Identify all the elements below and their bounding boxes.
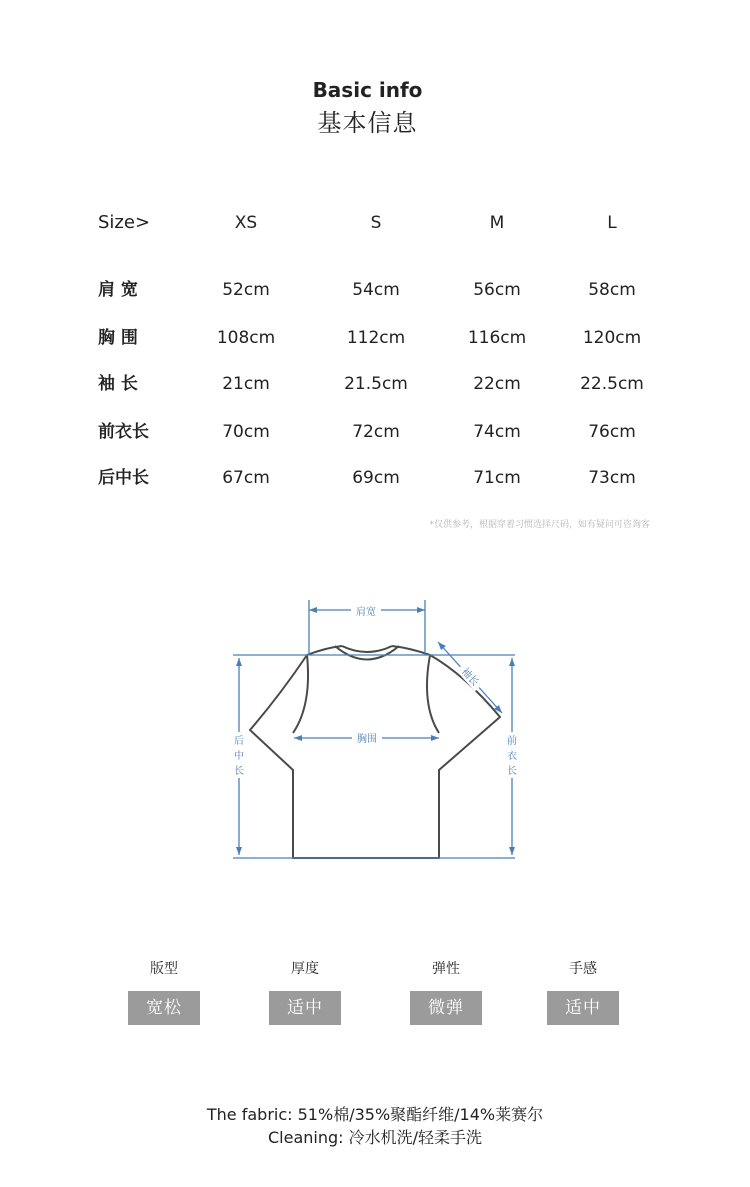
row-label-shoulder: 肩 宽 bbox=[98, 280, 138, 300]
table-cell: 74cm bbox=[473, 422, 521, 442]
table-cell: 112cm bbox=[346, 328, 406, 348]
size-header-label: Size> bbox=[98, 212, 151, 233]
attr-badge-feel: 适中 bbox=[547, 991, 619, 1025]
front-length-char: 前 bbox=[507, 736, 517, 747]
measurement-lines bbox=[233, 600, 515, 858]
table-cell: 69cm bbox=[352, 468, 400, 488]
sleeve-label: 袖长 bbox=[458, 666, 481, 689]
size-note: *仅供参考，根据穿着习惯选择尺码，如有疑问可咨询客 bbox=[429, 520, 650, 530]
table-cell: 71cm bbox=[473, 468, 521, 488]
table-cell: 120cm bbox=[582, 328, 642, 348]
size-s: S bbox=[370, 213, 382, 233]
attr-label-elasticity: 弹性 bbox=[432, 961, 460, 977]
size-m: M bbox=[489, 213, 505, 233]
size-header-row bbox=[0, 208, 750, 238]
row-label-sleeve: 袖 长 bbox=[98, 374, 138, 394]
row-sleeve bbox=[0, 369, 750, 399]
row-shoulder bbox=[0, 275, 750, 305]
fabric-info: The fabric: 51%棉/35%聚酯纤维/14%莱赛尔 bbox=[206, 1105, 544, 1124]
row-chest bbox=[0, 323, 750, 353]
front-length-char: 衣 bbox=[507, 751, 517, 762]
table-cell: 108cm bbox=[216, 328, 276, 348]
chest-label: 胸围 bbox=[357, 734, 377, 745]
attr-label-feel: 手感 bbox=[569, 961, 597, 977]
attr-badge-thickness: 适中 bbox=[269, 991, 341, 1025]
row-label-back-length: 后中长 bbox=[98, 468, 149, 488]
row-label-front-length: 前衣长 bbox=[98, 422, 149, 442]
attr-label-thickness: 厚度 bbox=[291, 961, 319, 977]
table-cell: 76cm bbox=[588, 422, 636, 442]
table-cell: 22.5cm bbox=[580, 374, 644, 394]
table-cell: 58cm bbox=[588, 280, 636, 300]
table-cell: 22cm bbox=[473, 374, 521, 394]
row-label-chest: 胸 围 bbox=[98, 328, 138, 348]
row-front-length bbox=[0, 417, 750, 447]
attr-badge-elasticity: 微弹 bbox=[410, 991, 482, 1025]
cleaning-info: Cleaning: 冷水机洗/轻柔手洗 bbox=[267, 1128, 483, 1147]
table-cell: 56cm bbox=[473, 280, 521, 300]
size-l: L bbox=[607, 213, 617, 233]
size-xs: XS bbox=[234, 213, 258, 233]
table-cell: 73cm bbox=[588, 468, 636, 488]
back-length-char: 中 bbox=[234, 751, 244, 762]
title-english: Basic info bbox=[312, 78, 423, 102]
table-cell: 72cm bbox=[352, 422, 400, 442]
back-length-char: 后 bbox=[234, 736, 244, 747]
table-cell: 21cm bbox=[222, 374, 270, 394]
table-cell: 70cm bbox=[222, 422, 270, 442]
table-cell: 52cm bbox=[222, 280, 270, 300]
table-cell: 21.5cm bbox=[344, 374, 408, 394]
back-length-char: 长 bbox=[234, 766, 244, 777]
table-cell: 54cm bbox=[352, 280, 400, 300]
row-back-length bbox=[0, 463, 750, 493]
table-cell: 116cm bbox=[467, 328, 527, 348]
attr-label-fit: 版型 bbox=[150, 961, 178, 977]
tshirt-diagram bbox=[225, 595, 525, 865]
title-chinese: 基本信息 bbox=[317, 109, 418, 137]
table-cell: 67cm bbox=[222, 468, 270, 488]
tshirt-outline bbox=[250, 646, 500, 858]
shoulder-label: 肩宽 bbox=[356, 607, 376, 618]
front-length-char: 长 bbox=[507, 766, 517, 777]
attr-badge-fit: 宽松 bbox=[128, 991, 200, 1025]
